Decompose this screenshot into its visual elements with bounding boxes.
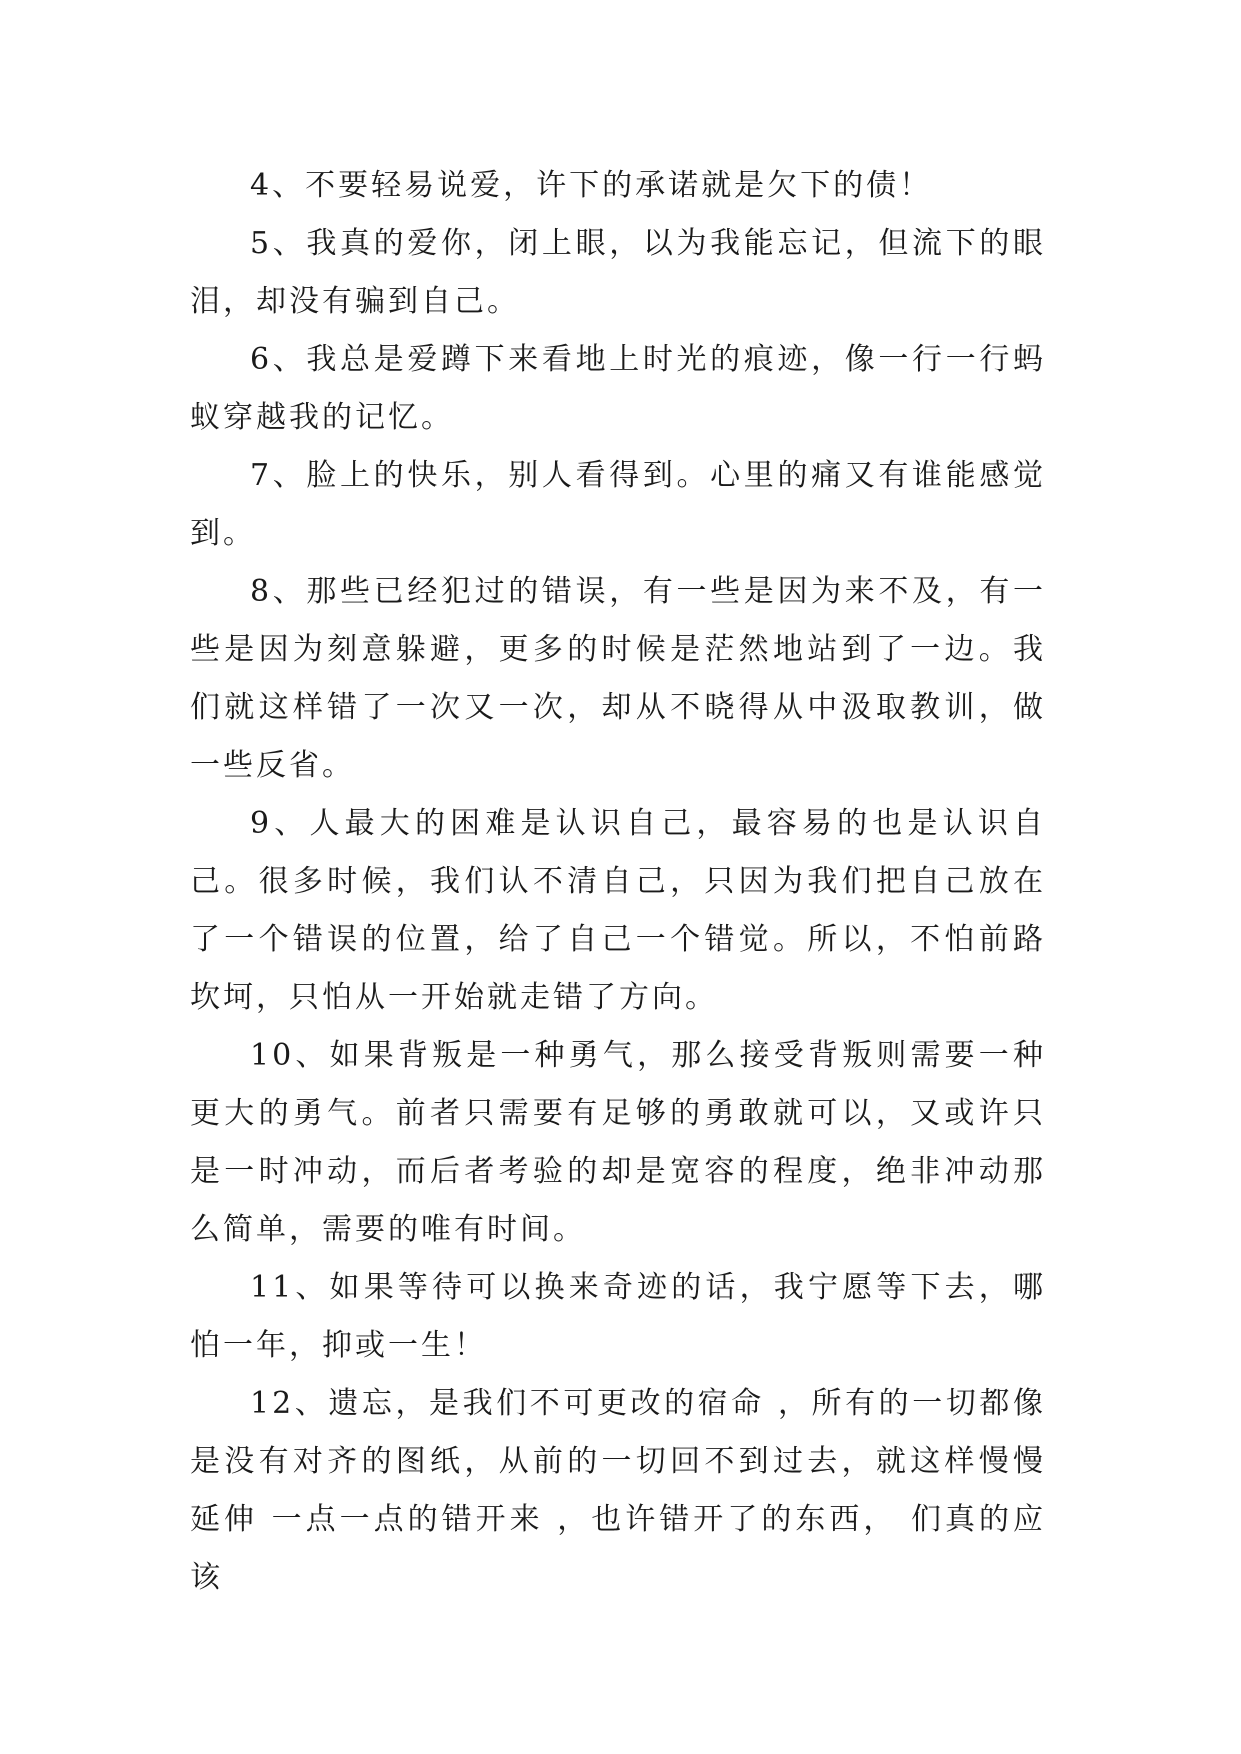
paragraph-10: 10、如果背叛是一种勇气，那么接受背叛则需要一种更大的勇气。前者只需要有足够的勇敢就可以，又或许只是一时冲动，而后者考验的却是宽容的程度，绝非冲动那么简单，需要的唯有时间。 bbox=[190, 1038, 1046, 1247]
paragraph-12: 12、遗忘，是我们不可更改的宿命 ，所有的一切都像是没有对齐的图纸，从前的一切回不到过去，就这样慢慢延伸 一点一点的错开来 ，也许错开了的东西， 们真的应该 bbox=[190, 1386, 1046, 1595]
paragraph-4: 4、不要轻易说爱，许下的承诺就是欠下的债！ bbox=[250, 168, 933, 203]
paragraph-5: 5、我真的爱你，闭上眼，以为我能忘记，但流下的眼泪，却没有骗到自己。 bbox=[190, 226, 1046, 319]
document-body bbox=[190, 157, 1046, 1607]
paragraph-9: 9、人最大的困难是认识自己，最容易的也是认识自己。很多时候，我们认不清自己，只因为我们把自己放在了一个错误的位置，给了自己一个错觉。所以，不怕前路坎坷，只怕从一开始就走错了方向。 bbox=[190, 806, 1046, 1015]
paragraph-6: 6、我总是爱蹲下来看地上时光的痕迹，像一行一行蚂蚁穿越我的记忆。 bbox=[190, 342, 1046, 435]
paragraph-8: 8、那些已经犯过的错误，有一些是因为来不及，有一些是因为刻意躲避，更多的时候是茫然地站到了一边。我们就这样错了一次又一次，却从不晓得从中汲取教训，做一些反省。 bbox=[190, 574, 1046, 783]
paragraph-11: 11、如果等待可以换来奇迹的话，我宁愿等下去，哪怕一年，抑或一生！ bbox=[190, 1270, 1046, 1363]
paragraph-7: 7、脸上的快乐，别人看得到。心里的痛又有谁能感觉到。 bbox=[190, 458, 1046, 551]
